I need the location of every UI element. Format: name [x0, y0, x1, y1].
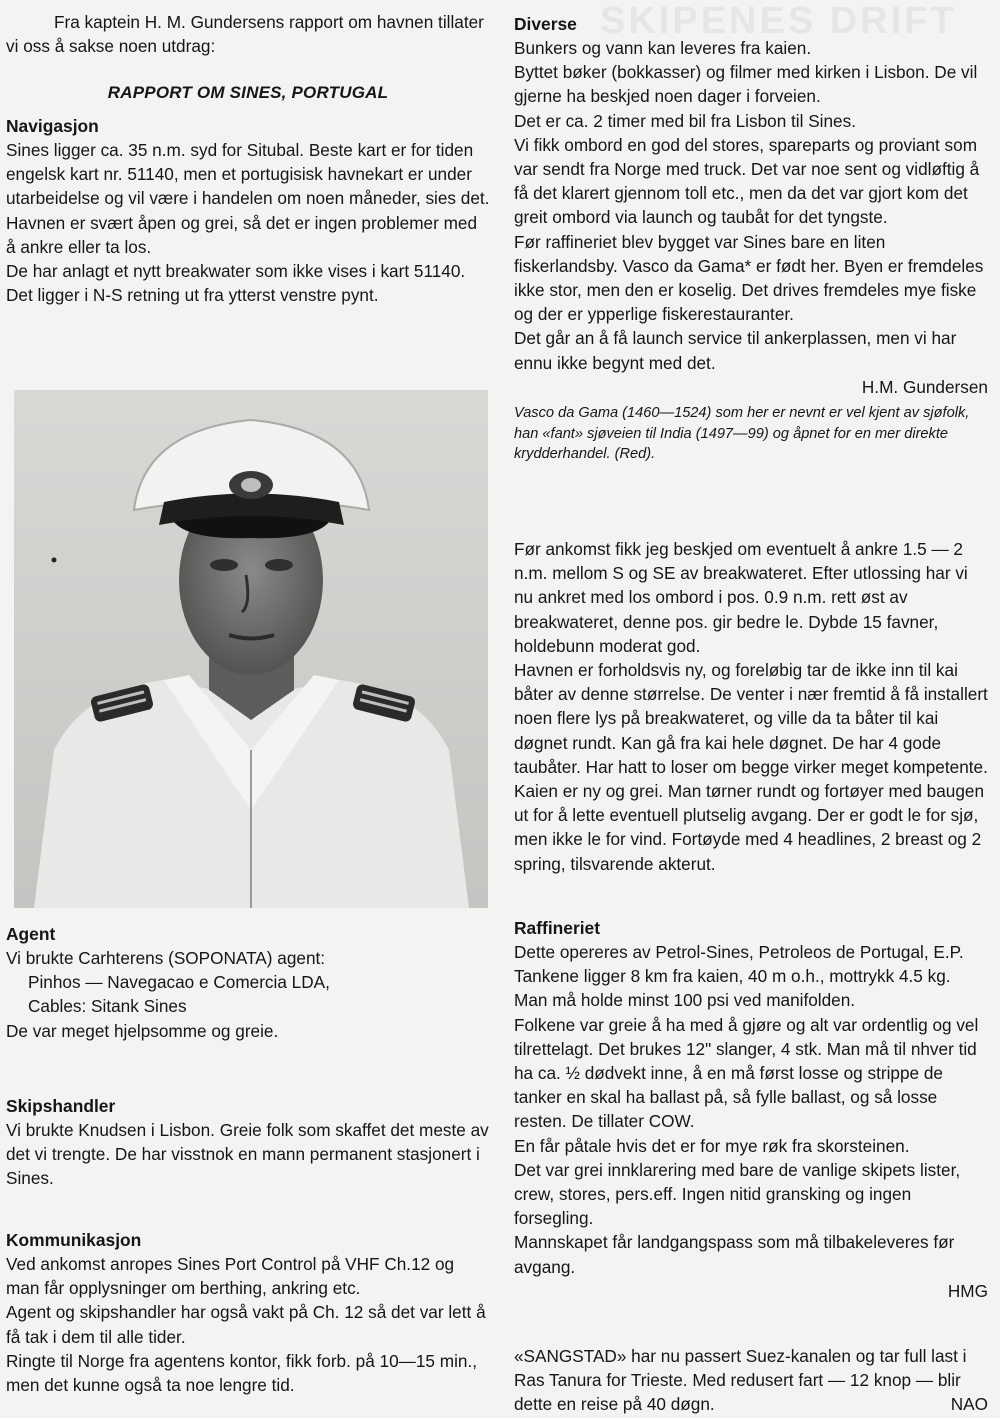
background-ghost-heading: SKIPENES DRIFT	[600, 0, 957, 42]
diverse-paragraph-3: Det er ca. 2 timer med bil fra Lisbon til Sines.	[514, 110, 856, 131]
diverse-paragraph-5: Før raffineriet blev bygget var Sines bare en liten fiskerlandsby. Vasco da Gama* er født her. Byen er fremdeles ikke stor, men den er koselig. Det drives fremdeles mye fiske og der er ypperlige fiskerestauranter.	[514, 231, 984, 325]
skipshandler-paragraph: Vi brukte Knudsen i Lisbon. Greie folk som skaffet det meste av det vi trengte. De har visstnok en mann permanent stasjonert i Sines.	[6, 1120, 489, 1189]
raffineriet-paragraph-1: Dette opereres av Petrol-Sines, Petroleos de Portugal, E.P. Tankene ligger 8 km fra kaien, 40 m o.h., mottrykk 4.5 kg. Man må holde minst 100 psi ved manifolden.	[514, 942, 964, 1011]
section-navigasjon	[6, 114, 490, 307]
ankomst-paragraph-1: Før ankomst fikk jeg beskjed om eventuelt å ankre 1.5 — 2 n.m. mellom S og SE av breakwateret. Efter utlossing har vi nu ankret med los ombord i pos. 0.9 n.m. rett øst av breakwateret, denne pos. gir bedre le. Dybde 15 favner, holdebunn moderat god.	[514, 539, 968, 656]
sangstad-signature: NAO	[950, 1394, 988, 1415]
section-agent	[6, 922, 490, 1043]
section-kommunikasjon	[6, 1228, 490, 1397]
article-title: RAPPORT OM SINES, PORTUGAL	[107, 83, 389, 102]
raffineriet-paragraph-5: Mannskapet får landgangspass som må tilbakeleveres før avgang.	[514, 1232, 955, 1277]
heading-diverse: Diverse	[514, 14, 577, 34]
diverse-paragraph-6: Det går an å få launch service til ankerplassen, men vi har ennu ikke begynt med det.	[514, 328, 957, 373]
captain-portrait-illustration	[14, 390, 488, 908]
agent-line-1: Vi brukte Carhterens (SOPONATA) agent:	[6, 948, 326, 968]
kommunikasjon-paragraph-2: Agent og skipshandler har også vakt på Ch. 12 så det var lett å få tak i dem til alle tider.	[6, 1302, 486, 1347]
kommunikasjon-paragraph-3: Ringte til Norge fra agentens kontor, fikk forb. på 10—15 min., men det kunne også ta noe lengre tid.	[6, 1350, 477, 1396]
agent-line-3: Cables: Sitank Sines	[28, 996, 187, 1017]
kommunikasjon-paragraph-1: Ved ankomst anropes Sines Port Control på VHF Ch.12 og man får opplysninger om berthing, ankring etc.	[6, 1254, 455, 1299]
diverse-paragraph-2: Byttet bøker (bokkasser) og filmer med kirken i Lisbon. De vil gjerne ha beskjed noen dager i forveien.	[514, 62, 978, 107]
diverse-paragraph-4: Vi fikk ombord en god del stores, spareparts og proviant som var sendt fra Norge med truck. Det var noe sent og vidløftig å få det klarert gjennom toll etc., men da det var gjort kom det greit ombord via launch og taubåt for det tyngste.	[514, 134, 980, 228]
agent-line-4: De var meget hjelpsomme og greie.	[6, 1020, 279, 1041]
heading-navigasjon: Navigasjon	[6, 116, 99, 136]
raffineriet-paragraph-4: Det var grei innklarering med bare de vanlige skipets lister, crew, stores, pers.eff. Ingen nitid gransking og ingen forsegling.	[514, 1159, 961, 1229]
section-diverse	[514, 12, 988, 465]
diverse-signature: H.M. Gundersen	[861, 376, 988, 397]
heading-raffineriet: Raffineriet	[514, 918, 601, 938]
captain-portrait-photo	[14, 390, 488, 908]
raffineriet-paragraph-2: Folkene var greie å ha med å gjøre og alt var ordentlig og vel tilrettelagt. Det brukes 12" slanger, 4 stk. Man må til nhver tid ha ca. ½ dødvekt inne, å en må først losse og strippe de tanker en skal ha ballast på, så fylle ballast, og så losse resten. De tillater COW.	[514, 1014, 979, 1132]
vasco-da-gama-footnote: Vasco da Gama (1460—1524) som her er nevnt er vel kjent av sjøfolk, han «fant» sjøveien til India (1497—99) og åpnet for en mer direkte krydderhandel. (Red).	[514, 405, 970, 463]
ankomst-paragraph-2: Havnen er forholdsvis ny, og foreløbig tar de ikke inn til kai båter av denne størrelse. De venter i nær fremtid å få installert noen flere lys på breakwateret, og ville da ta båter til kai døgnet rundt. Kan gå fra kai hele døgnet. De har 4 gode taubåter. Har hatt to loser om begge virker meget kompetente.	[514, 660, 988, 777]
diverse-paragraph-1: Bunkers og vann kan leveres fra kaien.	[514, 38, 812, 58]
navigasjon-paragraph-1: Sines ligger ca. 35 n.m. syd for Situbal. Beste kart er for tiden engelsk kart nr. 51140, men et portugisisk havnekart er under utarbeidelse og vil være i handelen om noen måneder, sies det. Havnen er svært åpen og grei, så det er ingen problemer med å ankre eller ta los.	[6, 140, 490, 257]
navigasjon-paragraph-2: De har anlagt et nytt breakwater som ikke vises i kart 51140. Det ligger i N-S retning ut fra ytterst venstre pynt.	[6, 261, 466, 306]
heading-agent: Agent	[6, 924, 56, 944]
section-skipshandler	[6, 1094, 490, 1191]
ankomst-paragraph-3: Kaien er ny og grei. Man tørner rundt og fortøyer med baugen ut for å lette eventuell plutselig avgang. Der er godt le for sjø, men ikke le for vind. Fortøyde med 4 headlines, 2 breast og 2 spring, tilsvarende akterut.	[514, 781, 985, 874]
raffineriet-signature: HMG	[947, 1280, 988, 1301]
heading-skipshandler: Skipshandler	[6, 1096, 116, 1116]
heading-kommunikasjon: Kommunikasjon	[6, 1230, 142, 1250]
section-ankomst	[514, 537, 988, 876]
section-raffineriet	[514, 916, 988, 1303]
raffineriet-paragraph-3: En får påtale hvis det er for mye røk fra skorsteinen.	[514, 1135, 910, 1156]
sangstad-paragraph: «SANGSTAD» har nu passert Suez-kanalen og tar full last i Ras Tanura for Trieste. Med redusert fart — 12 knop — blir dette en reise på 40 døgn.	[514, 1346, 967, 1415]
intro-paragraph: Fra kaptein H. M. Gundersens rapport om havnen tillater vi oss å sakse noen utdrag:	[6, 12, 484, 57]
agent-line-2: Pinhos — Navegacao e Comercia LDA,	[28, 972, 330, 993]
section-sangstad	[514, 1344, 988, 1417]
